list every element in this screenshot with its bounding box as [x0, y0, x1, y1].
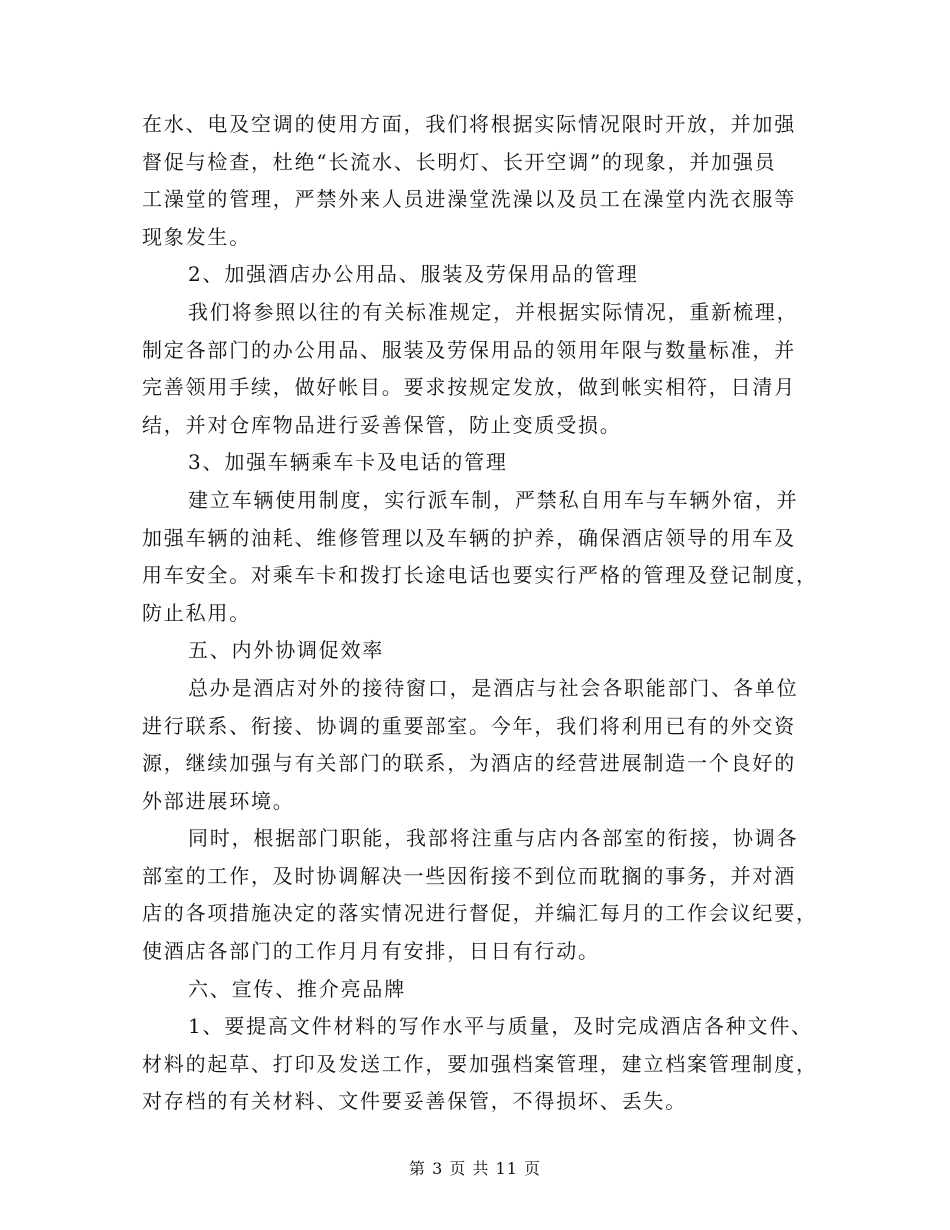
text-line: 建立车辆使用制度，实行派车制，严禁私自用车与车辆外宿，并	[188, 487, 799, 512]
text-line: 总办是酒店对外的接待窗口，是酒店与社会各职能部门、各单位	[188, 675, 799, 700]
text-line: 部室的工作，及时协调解决一些因衔接不到位而耽搁的事务，并对酒	[142, 863, 796, 888]
document-body	[142, 106, 818, 1121]
text-line: 源，继续加强与有关部门的联系，为酒店的经营进展制造一个良好的	[142, 751, 796, 776]
text-line: 外部进展环境。	[142, 788, 295, 813]
text-line: 制定各部门的办公用品、服装及劳保用品的领用年限与数量标准，并	[142, 337, 796, 362]
text-line: 在水、电及空调的使用方面，我们将根据实际情况限时开放，并加强	[142, 112, 796, 136]
text-line: 工澡堂的管理，严禁外来人员进澡堂洗澡以及员工在澡堂内洗衣服等	[142, 187, 796, 212]
section-heading: 3、加强车辆乘车卡及电话的管理	[188, 450, 508, 475]
text-line: 防止私用。	[142, 600, 251, 625]
text-line: 同时，根据部门职能，我部将注重与店内各部室的衔接，协调各	[188, 826, 799, 851]
text-line: 现象发生。	[142, 224, 251, 249]
section-heading: 五、内外协调促效率	[188, 638, 385, 663]
text-line: 我们将参照以往的有关标准规定，并根据实际情况，重新梳理，	[188, 299, 799, 324]
section-heading: 六、宣传、推介亮品牌	[188, 976, 406, 1001]
text-line: 完善领用手续，做好帐目。要求按规定发放，做到帐实相符，日清月	[142, 375, 796, 400]
text-line: 进行联系、衔接、协调的重要部室。今年，我们将利用已有的外交资	[142, 713, 796, 738]
section-heading: 2、加强酒店办公用品、服装及劳保用品的管理	[188, 262, 639, 287]
text-line: 加强车辆的油耗、维修管理以及车辆的护养，确保酒店领导的用车及	[142, 525, 796, 550]
text-line: 材料的起草、打印及发送工作，要加强档案管理，建立档案管理制度，	[142, 1051, 818, 1076]
page-number: 第 3 页 共 11 页	[409, 1159, 541, 1178]
text-line: 督促与检查，杜绝“长流水、长明灯、长开空调”的现象，并加强员	[142, 149, 777, 174]
text-line: 对存档的有关材料、文件要妥善保管，不得损坏、丢失。	[142, 1089, 687, 1114]
text-line: 1、要提高文件材料的写作水平与质量，及时完成酒店各种文件、	[188, 1014, 813, 1039]
text-line: 结，并对仓库物品进行妥善保管，防止变质受损。	[142, 412, 622, 437]
text-line: 使酒店各部门的工作月月有安排，日日有行动。	[142, 939, 600, 964]
text-line: 店的各项措施决定的落实情况进行督促，并编汇每月的工作会议纪要，	[142, 901, 818, 926]
text-line: 用车安全。对乘车卡和拨打长途电话也要实行严格的管理及登记制度，	[142, 563, 818, 588]
